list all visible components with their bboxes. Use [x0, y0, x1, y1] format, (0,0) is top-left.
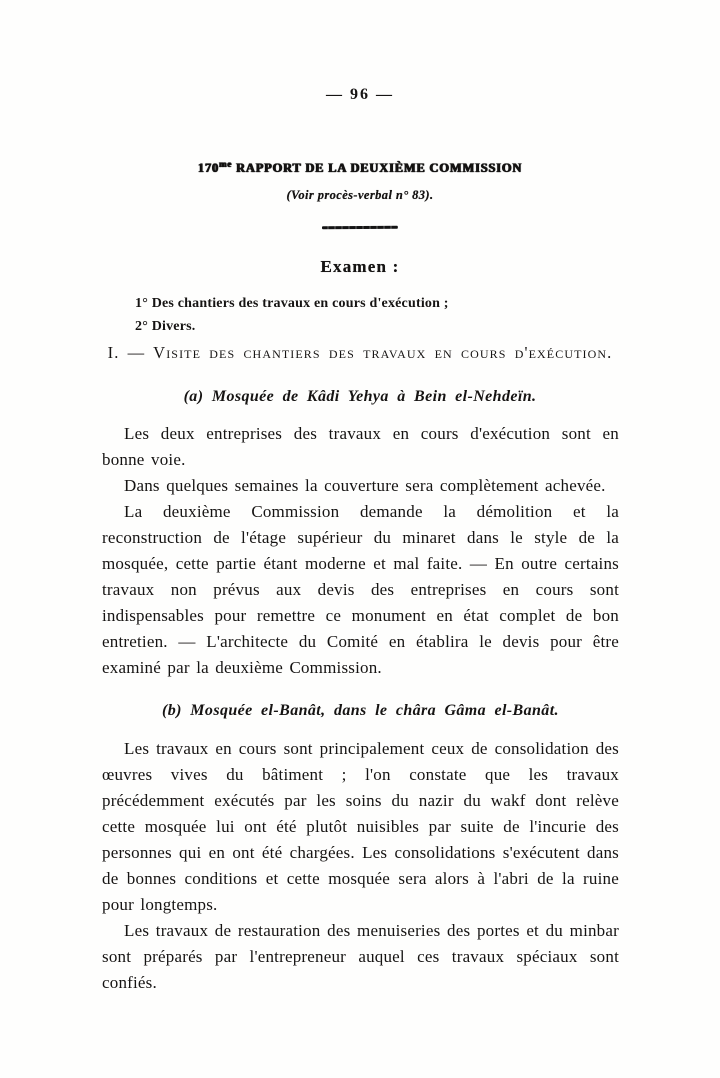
report-title-text: RAPPORT DE LA DEUXIÈME COMMISSION	[232, 161, 523, 176]
examen-item-1: 1° Des chantiers des travaux en cours d'exécution ;	[135, 296, 449, 311]
page-number: — 96 —	[326, 86, 394, 103]
paragraph: Les travaux en cours sont principalement ceux de consolidation des œuvres vives du bâtiment ; l'on constate que les travaux précédemment exécutés par les soins du nazir du wakf dont relève cette mosquée lui ont été plutôt nuisibles par suite de l'incurie des personnes qui en ont été chargées. Les consolidations s'exécutent dans de bonnes conditions et cette mosquée sera alors à l'abri de la ruine pour longtemps.	[102, 739, 619, 914]
subsection-a-heading: (a) Mosquée de Kâdi Yehya à Bein el-Nehdeïn.	[183, 388, 537, 405]
subsection-b-heading: (b) Mosquée el-Banât, dans le châra Gâma el-Banât.	[162, 702, 559, 719]
paragraph: Les travaux de restauration des menuiseries des portes et du minbar sont préparés par l'entrepreneur auquel ces travaux spéciaux sont confiés.	[102, 921, 619, 992]
paragraph: Dans quelques semaines la couverture sera complètement achevée.	[124, 476, 606, 495]
report-subtitle: (Voir procès-verbal n° 83).	[286, 188, 434, 202]
examen-item-2: 2° Divers.	[135, 319, 196, 334]
ornament-rule	[322, 226, 398, 230]
examen-list	[135, 292, 449, 338]
section-1-heading: I. — Visite des chantiers des travaux en cours d'exécution.	[107, 343, 613, 362]
examen-heading: Examen :	[320, 257, 400, 276]
paragraph: Les deux entreprises des travaux en cours d'exécution sont en bonne voie.	[102, 424, 619, 469]
paragraph: La deuxième Commission demande la démolition et la reconstruction de l'étage supérieur du minaret dans le style de la mosquée, cette partie étant moderne et mal faite. — En outre certains travaux non prévus aux devis des entreprises en cours sont indispensables pour remettre ce monument en état complet de bon entretien. — L'architecte du Comité en établira le devis pour être examiné par la deuxième Commission.	[102, 502, 619, 677]
report-number: 170	[197, 161, 219, 176]
report-number-ordinal: me	[218, 159, 233, 169]
document-body	[102, 421, 619, 996]
report-title	[0, 159, 720, 176]
